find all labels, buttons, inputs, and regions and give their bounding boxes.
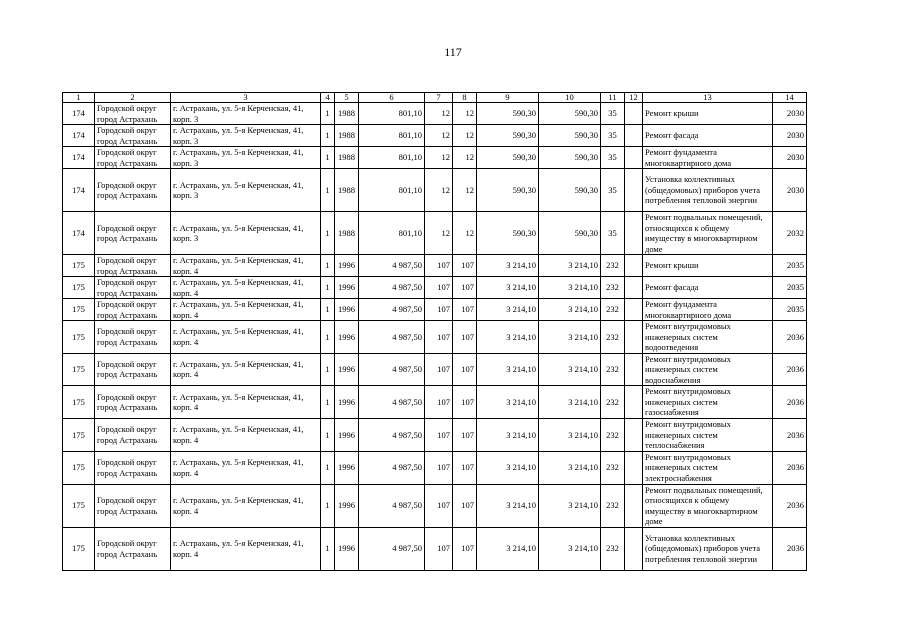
cell-work-type: Ремонт фасада bbox=[643, 125, 773, 147]
cell-row-number: 174 bbox=[63, 147, 95, 169]
cell-col-9: 3 214,10 bbox=[477, 321, 539, 354]
cell-address: г. Астрахань, ул. 5-я Керченская, 41, корп. 4 bbox=[171, 255, 321, 277]
cell-col-9: 3 214,10 bbox=[477, 299, 539, 321]
cell-col-4: 1 bbox=[321, 277, 335, 299]
repair-schedule-table bbox=[62, 92, 807, 571]
cell-col-10: 3 214,10 bbox=[539, 419, 601, 452]
header-row bbox=[63, 93, 807, 103]
table-row bbox=[63, 255, 807, 277]
cell-col-12 bbox=[625, 125, 643, 147]
cell-address: г. Астрахань, ул. 5-я Керченская, 41, корп. 4 bbox=[171, 484, 321, 527]
cell-address: г. Астрахань, ул. 5-я Керченская, 41, корп. 4 bbox=[171, 451, 321, 484]
cell-work-type: Установка коллективных (общедомовых) приборов учета потребления тепловой энергии bbox=[643, 169, 773, 212]
cell-row-number: 175 bbox=[63, 451, 95, 484]
cell-year: 1996 bbox=[335, 451, 359, 484]
cell-row-number: 175 bbox=[63, 353, 95, 386]
cell-col-12 bbox=[625, 484, 643, 527]
cell-row-number: 175 bbox=[63, 527, 95, 570]
cell-row-number: 175 bbox=[63, 299, 95, 321]
cell-year: 1996 bbox=[335, 353, 359, 386]
cell-address: г. Астрахань, ул. 5-я Керченская, 41, корп. 4 bbox=[171, 277, 321, 299]
header-cell: 1 bbox=[63, 93, 95, 103]
cell-municipality: Городской округ город Астрахань bbox=[95, 353, 171, 386]
cell-col-10: 3 214,10 bbox=[539, 321, 601, 354]
cell-col-9: 3 214,10 bbox=[477, 451, 539, 484]
cell-address: г. Астрахань, ул. 5-я Керченская, 41, корп. 3 bbox=[171, 125, 321, 147]
cell-total-area: 801,10 bbox=[359, 212, 425, 255]
cell-year: 1988 bbox=[335, 212, 359, 255]
cell-col-4: 1 bbox=[321, 484, 335, 527]
cell-col-8: 107 bbox=[453, 484, 477, 527]
cell-year: 1996 bbox=[335, 527, 359, 570]
cell-work-type: Ремонт фасада bbox=[643, 277, 773, 299]
cell-plan-year: 2032 bbox=[773, 212, 807, 255]
cell-col-4: 1 bbox=[321, 299, 335, 321]
cell-municipality: Городской округ город Астрахань bbox=[95, 419, 171, 452]
cell-municipality: Городской округ город Астрахань bbox=[95, 321, 171, 354]
cell-col-4: 1 bbox=[321, 386, 335, 419]
cell-col-12 bbox=[625, 255, 643, 277]
cell-col-10: 3 214,10 bbox=[539, 299, 601, 321]
table-row bbox=[63, 277, 807, 299]
cell-total-area: 4 987,50 bbox=[359, 386, 425, 419]
cell-row-number: 175 bbox=[63, 277, 95, 299]
cell-work-type: Ремонт внутридомовых инженерных систем электроснабжения bbox=[643, 451, 773, 484]
cell-col-11: 232 bbox=[601, 419, 625, 452]
cell-municipality: Городской округ город Астрахань bbox=[95, 212, 171, 255]
cell-municipality: Городской округ город Астрахань bbox=[95, 527, 171, 570]
table-row bbox=[63, 212, 807, 255]
cell-year: 1988 bbox=[335, 125, 359, 147]
cell-plan-year: 2036 bbox=[773, 321, 807, 354]
table-row bbox=[63, 353, 807, 386]
cell-year: 1996 bbox=[335, 299, 359, 321]
cell-col-10: 590,30 bbox=[539, 212, 601, 255]
cell-col-7: 12 bbox=[425, 212, 453, 255]
cell-municipality: Городской округ город Астрахань bbox=[95, 386, 171, 419]
cell-address: г. Астрахань, ул. 5-я Керченская, 41, корп. 3 bbox=[171, 147, 321, 169]
cell-year: 1996 bbox=[335, 419, 359, 452]
cell-work-type: Ремонт внутридомовых инженерных систем водоснабжения bbox=[643, 353, 773, 386]
header-cell: 10 bbox=[539, 93, 601, 103]
cell-col-8: 107 bbox=[453, 527, 477, 570]
cell-total-area: 4 987,50 bbox=[359, 353, 425, 386]
cell-col-10: 590,30 bbox=[539, 125, 601, 147]
cell-address: г. Астрахань, ул. 5-я Керченская, 41, корп. 4 bbox=[171, 527, 321, 570]
cell-address: г. Астрахань, ул. 5-я Керченская, 41, корп. 4 bbox=[171, 419, 321, 452]
cell-col-4: 1 bbox=[321, 147, 335, 169]
cell-total-area: 801,10 bbox=[359, 125, 425, 147]
cell-col-7: 12 bbox=[425, 103, 453, 125]
cell-col-10: 3 214,10 bbox=[539, 527, 601, 570]
cell-col-4: 1 bbox=[321, 212, 335, 255]
cell-col-9: 590,30 bbox=[477, 212, 539, 255]
table-row bbox=[63, 451, 807, 484]
cell-year: 1988 bbox=[335, 103, 359, 125]
cell-col-10: 590,30 bbox=[539, 169, 601, 212]
cell-address: г. Астрахань, ул. 5-я Керченская, 41, корп. 4 bbox=[171, 321, 321, 354]
header-cell: 12 bbox=[625, 93, 643, 103]
cell-col-9: 3 214,10 bbox=[477, 255, 539, 277]
cell-col-7: 107 bbox=[425, 299, 453, 321]
cell-plan-year: 2036 bbox=[773, 527, 807, 570]
cell-row-number: 174 bbox=[63, 125, 95, 147]
cell-col-10: 590,30 bbox=[539, 103, 601, 125]
cell-col-8: 12 bbox=[453, 169, 477, 212]
cell-address: г. Астрахань, ул. 5-я Керченская, 41, корп. 4 bbox=[171, 386, 321, 419]
cell-col-7: 12 bbox=[425, 147, 453, 169]
cell-year: 1996 bbox=[335, 386, 359, 419]
cell-plan-year: 2035 bbox=[773, 255, 807, 277]
cell-col-9: 590,30 bbox=[477, 147, 539, 169]
cell-total-area: 4 987,50 bbox=[359, 255, 425, 277]
cell-col-10: 3 214,10 bbox=[539, 255, 601, 277]
cell-plan-year: 2036 bbox=[773, 386, 807, 419]
cell-col-10: 3 214,10 bbox=[539, 484, 601, 527]
cell-col-12 bbox=[625, 147, 643, 169]
cell-col-11: 232 bbox=[601, 451, 625, 484]
cell-work-type: Ремонт крыши bbox=[643, 103, 773, 125]
header-cell: 6 bbox=[359, 93, 425, 103]
cell-col-8: 107 bbox=[453, 277, 477, 299]
cell-work-type: Установка коллективных (общедомовых) приборов учета потребления тепловой энергии bbox=[643, 527, 773, 570]
cell-col-8: 107 bbox=[453, 419, 477, 452]
cell-col-7: 107 bbox=[425, 419, 453, 452]
cell-work-type: Ремонт фундамента многоквартирного дома bbox=[643, 147, 773, 169]
cell-col-7: 107 bbox=[425, 451, 453, 484]
cell-col-8: 107 bbox=[453, 386, 477, 419]
cell-col-9: 3 214,10 bbox=[477, 419, 539, 452]
cell-work-type: Ремонт внутридомовых инженерных систем водоотведения bbox=[643, 321, 773, 354]
cell-row-number: 175 bbox=[63, 386, 95, 419]
cell-work-type: Ремонт внутридомовых инженерных систем газоснабжения bbox=[643, 386, 773, 419]
cell-plan-year: 2036 bbox=[773, 419, 807, 452]
cell-municipality: Городской округ город Астрахань bbox=[95, 255, 171, 277]
cell-year: 1988 bbox=[335, 147, 359, 169]
cell-row-number: 174 bbox=[63, 103, 95, 125]
cell-col-11: 232 bbox=[601, 386, 625, 419]
header-cell: 13 bbox=[643, 93, 773, 103]
cell-address: г. Астрахань, ул. 5-я Керченская, 41, корп. 4 bbox=[171, 299, 321, 321]
cell-municipality: Городской округ город Астрахань bbox=[95, 169, 171, 212]
table-row bbox=[63, 484, 807, 527]
cell-col-4: 1 bbox=[321, 255, 335, 277]
cell-col-9: 590,30 bbox=[477, 169, 539, 212]
cell-col-9: 590,30 bbox=[477, 125, 539, 147]
cell-work-type: Ремонт внутридомовых инженерных систем теплоснабжения bbox=[643, 419, 773, 452]
table-row bbox=[63, 299, 807, 321]
table-row bbox=[63, 103, 807, 125]
cell-plan-year: 2030 bbox=[773, 147, 807, 169]
cell-work-type: Ремонт подвальных помещений, относящихся к общему имуществу в многоквартирном доме bbox=[643, 212, 773, 255]
cell-total-area: 4 987,50 bbox=[359, 277, 425, 299]
header-cell: 4 bbox=[321, 93, 335, 103]
cell-municipality: Городской округ город Астрахань bbox=[95, 103, 171, 125]
cell-col-12 bbox=[625, 277, 643, 299]
cell-year: 1996 bbox=[335, 321, 359, 354]
cell-col-12 bbox=[625, 451, 643, 484]
cell-col-7: 107 bbox=[425, 321, 453, 354]
header-cell: 5 bbox=[335, 93, 359, 103]
cell-col-8: 107 bbox=[453, 451, 477, 484]
header-cell: 2 bbox=[95, 93, 171, 103]
cell-col-4: 1 bbox=[321, 169, 335, 212]
cell-col-4: 1 bbox=[321, 451, 335, 484]
cell-col-8: 107 bbox=[453, 299, 477, 321]
table-row bbox=[63, 419, 807, 452]
cell-col-12 bbox=[625, 527, 643, 570]
cell-plan-year: 2030 bbox=[773, 169, 807, 212]
cell-col-11: 232 bbox=[601, 255, 625, 277]
cell-total-area: 4 987,50 bbox=[359, 321, 425, 354]
cell-plan-year: 2036 bbox=[773, 451, 807, 484]
cell-col-7: 107 bbox=[425, 353, 453, 386]
cell-col-7: 107 bbox=[425, 386, 453, 419]
table-row bbox=[63, 147, 807, 169]
table-row bbox=[63, 386, 807, 419]
cell-col-11: 232 bbox=[601, 484, 625, 527]
cell-year: 1988 bbox=[335, 169, 359, 212]
cell-col-8: 12 bbox=[453, 125, 477, 147]
cell-address: г. Астрахань, ул. 5-я Керченская, 41, корп. 4 bbox=[171, 353, 321, 386]
cell-row-number: 174 bbox=[63, 169, 95, 212]
cell-col-9: 3 214,10 bbox=[477, 277, 539, 299]
cell-col-11: 232 bbox=[601, 277, 625, 299]
cell-col-4: 1 bbox=[321, 125, 335, 147]
table-row bbox=[63, 125, 807, 147]
table-row bbox=[63, 527, 807, 570]
cell-row-number: 175 bbox=[63, 484, 95, 527]
cell-col-10: 3 214,10 bbox=[539, 451, 601, 484]
cell-total-area: 801,10 bbox=[359, 103, 425, 125]
header-cell: 7 bbox=[425, 93, 453, 103]
cell-municipality: Городской округ город Астрахань bbox=[95, 299, 171, 321]
cell-col-10: 3 214,10 bbox=[539, 353, 601, 386]
cell-col-9: 3 214,10 bbox=[477, 527, 539, 570]
cell-total-area: 4 987,50 bbox=[359, 484, 425, 527]
cell-col-8: 107 bbox=[453, 321, 477, 354]
cell-col-12 bbox=[625, 169, 643, 212]
cell-municipality: Городской округ город Астрахань bbox=[95, 451, 171, 484]
cell-year: 1996 bbox=[335, 277, 359, 299]
cell-row-number: 175 bbox=[63, 419, 95, 452]
cell-col-7: 107 bbox=[425, 255, 453, 277]
cell-col-8: 12 bbox=[453, 147, 477, 169]
cell-col-4: 1 bbox=[321, 419, 335, 452]
cell-col-12 bbox=[625, 103, 643, 125]
header-cell: 14 bbox=[773, 93, 807, 103]
cell-col-12 bbox=[625, 321, 643, 354]
cell-col-9: 3 214,10 bbox=[477, 386, 539, 419]
cell-total-area: 4 987,50 bbox=[359, 299, 425, 321]
cell-row-number: 174 bbox=[63, 212, 95, 255]
cell-col-7: 107 bbox=[425, 527, 453, 570]
cell-year: 1996 bbox=[335, 255, 359, 277]
cell-row-number: 175 bbox=[63, 255, 95, 277]
cell-col-8: 12 bbox=[453, 212, 477, 255]
cell-col-11: 232 bbox=[601, 299, 625, 321]
cell-col-12 bbox=[625, 299, 643, 321]
cell-col-8: 107 bbox=[453, 353, 477, 386]
cell-address: г. Астрахань, ул. 5-я Керченская, 41, корп. 3 bbox=[171, 212, 321, 255]
cell-plan-year: 2030 bbox=[773, 103, 807, 125]
cell-col-7: 107 bbox=[425, 277, 453, 299]
cell-col-11: 35 bbox=[601, 125, 625, 147]
header-cell: 11 bbox=[601, 93, 625, 103]
cell-col-8: 12 bbox=[453, 103, 477, 125]
cell-col-12 bbox=[625, 353, 643, 386]
cell-col-8: 107 bbox=[453, 255, 477, 277]
cell-col-11: 35 bbox=[601, 212, 625, 255]
cell-address: г. Астрахань, ул. 5-я Керченская, 41, корп. 3 bbox=[171, 103, 321, 125]
cell-col-4: 1 bbox=[321, 321, 335, 354]
page-number: 117 bbox=[444, 45, 462, 59]
cell-col-11: 35 bbox=[601, 103, 625, 125]
cell-col-9: 3 214,10 bbox=[477, 484, 539, 527]
table-row bbox=[63, 321, 807, 354]
cell-col-12 bbox=[625, 419, 643, 452]
cell-municipality: Городской округ город Астрахань bbox=[95, 277, 171, 299]
cell-plan-year: 2036 bbox=[773, 353, 807, 386]
cell-col-9: 3 214,10 bbox=[477, 353, 539, 386]
cell-col-4: 1 bbox=[321, 353, 335, 386]
cell-address: г. Астрахань, ул. 5-я Керченская, 41, корп. 3 bbox=[171, 169, 321, 212]
cell-municipality: Городской округ город Астрахань bbox=[95, 125, 171, 147]
cell-col-7: 12 bbox=[425, 125, 453, 147]
cell-municipality: Городской округ город Астрахань bbox=[95, 484, 171, 527]
cell-municipality: Городской округ город Астрахань bbox=[95, 147, 171, 169]
cell-col-4: 1 bbox=[321, 527, 335, 570]
cell-plan-year: 2035 bbox=[773, 299, 807, 321]
cell-col-4: 1 bbox=[321, 103, 335, 125]
cell-total-area: 4 987,50 bbox=[359, 527, 425, 570]
cell-plan-year: 2036 bbox=[773, 484, 807, 527]
cell-plan-year: 2030 bbox=[773, 125, 807, 147]
cell-col-9: 590,30 bbox=[477, 103, 539, 125]
cell-row-number: 175 bbox=[63, 321, 95, 354]
cell-total-area: 4 987,50 bbox=[359, 451, 425, 484]
cell-col-12 bbox=[625, 212, 643, 255]
cell-total-area: 801,10 bbox=[359, 169, 425, 212]
cell-work-type: Ремонт подвальных помещений, относящихся к общему имуществу в многоквартирном доме bbox=[643, 484, 773, 527]
cell-col-11: 35 bbox=[601, 169, 625, 212]
cell-work-type: Ремонт крыши bbox=[643, 255, 773, 277]
cell-col-11: 232 bbox=[601, 353, 625, 386]
cell-work-type: Ремонт фундамента многоквартирного дома bbox=[643, 299, 773, 321]
cell-col-10: 3 214,10 bbox=[539, 386, 601, 419]
cell-total-area: 801,10 bbox=[359, 147, 425, 169]
header-cell: 3 bbox=[171, 93, 321, 103]
cell-col-7: 12 bbox=[425, 169, 453, 212]
cell-col-10: 3 214,10 bbox=[539, 277, 601, 299]
cell-col-7: 107 bbox=[425, 484, 453, 527]
cell-total-area: 4 987,50 bbox=[359, 419, 425, 452]
header-cell: 8 bbox=[453, 93, 477, 103]
cell-col-11: 232 bbox=[601, 321, 625, 354]
cell-plan-year: 2035 bbox=[773, 277, 807, 299]
cell-col-10: 590,30 bbox=[539, 147, 601, 169]
cell-col-12 bbox=[625, 386, 643, 419]
table-row bbox=[63, 169, 807, 212]
cell-year: 1996 bbox=[335, 484, 359, 527]
cell-col-11: 232 bbox=[601, 527, 625, 570]
header-cell: 9 bbox=[477, 93, 539, 103]
cell-col-11: 35 bbox=[601, 147, 625, 169]
